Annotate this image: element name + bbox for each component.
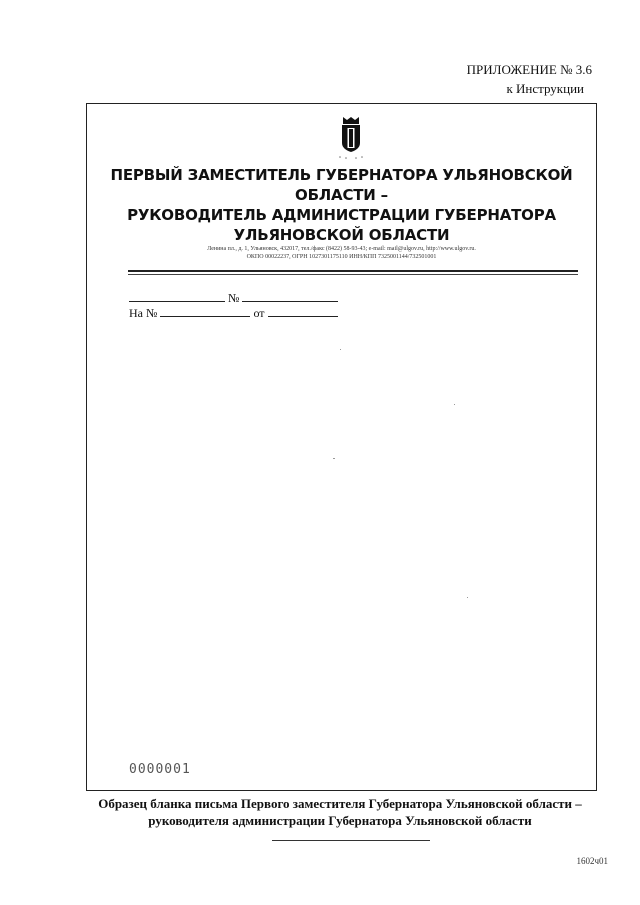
title-line-3: УЛЬЯНОВСКОЙ ОБЛАСТИ xyxy=(233,226,450,244)
sample-caption xyxy=(60,795,620,829)
appendix-label: ПРИЛОЖЕНИЕ № 3.6 xyxy=(466,62,592,77)
appendix-sub-label: к Инструкции xyxy=(506,81,584,96)
serial-number: 0000001 xyxy=(129,762,191,777)
reply-reference-row xyxy=(129,305,338,321)
from-label: от xyxy=(253,306,265,320)
reply-date-blank xyxy=(268,305,338,317)
ulyanovsk-coat-of-arms-icon xyxy=(334,115,368,161)
date-blank xyxy=(129,290,225,302)
scan-speck xyxy=(333,458,335,459)
page-code: 1602ч01 xyxy=(576,856,608,866)
scan-speck xyxy=(454,404,455,405)
scan-speck xyxy=(340,349,341,350)
reply-number-blank xyxy=(160,305,250,317)
contact-line-1: Ленина пл., д. 1, Ульяновск, 432017, тел./факс (8422) 58-93-43; e-mail: mail@ulgov.ru, http://www.ulgov.ru. xyxy=(207,246,476,252)
caption-line-1: Образец бланка письма Первого заместителя Губернатора Ульяновской области – xyxy=(98,796,582,811)
title-line-2: РУКОВОДИТЕЛЬ АДМИНИСТРАЦИИ ГУБЕРНАТОРА xyxy=(127,206,556,224)
scan-speck xyxy=(467,597,468,598)
reply-to-label: На № xyxy=(129,306,158,320)
header-rule-thick xyxy=(128,270,578,272)
header-rule-thin xyxy=(128,274,578,275)
contact-details xyxy=(86,245,597,261)
contact-line-2: ОКПО 00022237, ОГРН 1027301175110 ИНН/КПП 7325001144/732501001 xyxy=(246,254,437,260)
caption-underline xyxy=(272,840,430,841)
title-line-1: ПЕРВЫЙ ЗАМЕСТИТЕЛЬ ГУБЕРНАТОРА УЛЬЯНОВСКОЙ ОБЛАСТИ – xyxy=(110,166,573,204)
number-blank xyxy=(242,290,338,302)
outgoing-number-row xyxy=(129,290,338,306)
caption-line-2: руководителя администрации Губернатора Ульяновской области xyxy=(148,813,532,828)
letterhead-title xyxy=(86,165,597,245)
number-sign-label: № xyxy=(228,291,240,305)
